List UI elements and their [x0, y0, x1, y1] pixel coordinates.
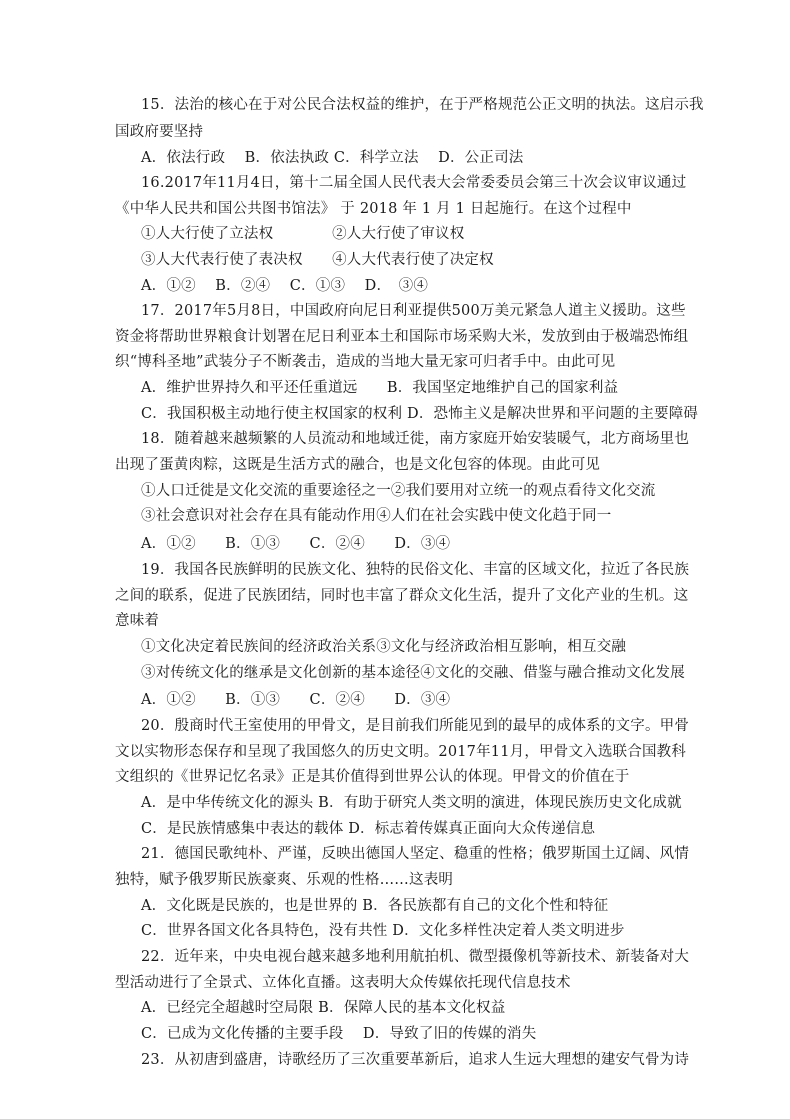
q16-statements-2: ③人大代表行使了表决权 ④人大代表行使了决定权 [141, 252, 494, 268]
q21-options-1: A．文化既是民族的，也是世界的 B．各民族都有自己的文化个性和特征 [141, 898, 609, 914]
q20-line-2: 文以实物形态保存和呈现了我国悠久的历史文明。2017年11月，甲骨文入选联合国教科 [115, 744, 687, 760]
q18-statements-2: ③社会意识对社会存在具有能动作用④人们在社会实践中使文化趋于同一 [141, 508, 612, 524]
q20-line-1: 20．殷商时代王室使用的甲骨文，是目前我们所能见到的最早的成体系的文字。甲骨 [141, 718, 690, 734]
q19-line-3: 意味着 [115, 613, 160, 629]
q22-options-2: C．已成为文化传播的主要手段 D．导致了旧的传媒的消失 [141, 1026, 537, 1042]
q19-line-2: 之间的联系，促进了民族团结，同时也丰富了群众文化生活，提升了文化产业的生机。这 [115, 588, 689, 604]
q21-options-2: C．世界各国文化各具特色，没有共性 D．文化多样性决定着人类文明进步 [141, 923, 625, 939]
q20-options-1: A．是中华传统文化的源头 B．有助于研究人类文明的演进，体现民族历史文化成就 [141, 795, 682, 811]
q22-options-1: A．已经完全超越时空局限 B．保障人民的基本文化权益 [141, 1000, 506, 1016]
q19-line-1: 19．我国各民族鲜明的民族文化、独特的民俗文化、丰富的区域文化，拉近了各民族 [141, 562, 690, 578]
q18-line-2: 出现了蛋黄肉粽，这既是生活方式的融合，也是文化包容的体现。由此可见 [115, 457, 601, 473]
q19-statements-2: ③对传统文化的继承是文化创新的基本途径④文化的交融、借鉴与融合推动文化发展 [141, 665, 685, 681]
q18-statements-1: ①人口迁徙是文化交流的重要途径之一②我们要用对立统一的观点看待文化交流 [141, 483, 656, 499]
q22-line-2: 型活动进行了全景式、立体化直播。这表明大众传媒依托现代信息技术 [115, 975, 571, 991]
q16-line-1: 16.2017年11月4日，第十二届全国人民代表大会常委委员会第三十次会议审议通过 [141, 175, 687, 191]
q17-line-1: 17．2017年5月8日，中国政府向尼日利亚提供500万美元紧急人道主义援助。这些 [141, 303, 686, 319]
q18-options: A．①② B．①③ C．②④ D．③④ [141, 536, 451, 552]
q17-line-2: 资金将帮助世界粮食计划署在尼日利亚本土和国际市场采购大米，发放到由于极端恐怖组 [115, 329, 689, 345]
q17-options-2: C．我国积极主动地行使主权国家的权利 D．恐怖主义是解决世界和平问题的主要障碍 [141, 406, 699, 422]
q15-options: A．依法行政 B．依法执政 C．科学立法 D．公正司法 [141, 150, 524, 166]
q15-line-1: 15．法治的核心在于对公民合法权益的维护，在于严格规范公正文明的执法。这启示我 [141, 97, 704, 113]
q16-statements-1: ①人大行使了立法权 ②人大行使了审议权 [141, 226, 465, 242]
q19-statements-1: ①文化决定着民族间的经济政治关系③文化与经济政治相互影响，相互交融 [141, 639, 627, 655]
q22-line-1: 22．近年来，中央电视台越来越多地利用航拍机、微型摄像机等新技术、新装备对大 [141, 949, 690, 965]
q23-line-1: 23．从初唐到盛唐，诗歌经历了三次重要革新后，追求人生远大理想的建安气骨为诗 [141, 1052, 690, 1068]
q17-options-1: A．维护世界持久和平还任重道远 B．我国坚定地维护自己的国家利益 [141, 380, 619, 396]
q15-line-2: 国政府要坚持 [115, 124, 204, 140]
q16-options: A．①② B．②④ C．①③ D． ③④ [141, 278, 429, 294]
q21-line-2: 独特，赋予俄罗斯民族豪爽、乐观的性格……这表明 [115, 872, 454, 888]
q17-line-3: 织“博科圣地”武装分子不断袭击，造成的当地大量无家可归者手中。由此可见 [115, 354, 616, 370]
q19-options: A．①② B．①③ C．②④ D．③④ [141, 692, 451, 708]
q21-line-1: 21．德国民歌纯朴、严谨，反映出德国人坚定、稳重的性格；俄罗斯国土辽阔、风情 [141, 846, 690, 862]
q20-options-2: C．是民族情感集中表达的载体 D．标志着传媒真正面向大众传递信息 [141, 821, 596, 837]
q16-line-2: 《中华人民共和国公共图书馆法》 于 2018 年 1 月 1 日起施行。在这个过程中 [115, 201, 632, 217]
q18-line-1: 18．随着越来越频繁的人员流动和地域迁徙，南方家庭开始安装暖气，北方商场里也 [141, 431, 690, 447]
q20-line-3: 文组织的《世界记忆名录》正是其价值得到世界公认的体现。甲骨文的价值在于 [115, 769, 630, 785]
